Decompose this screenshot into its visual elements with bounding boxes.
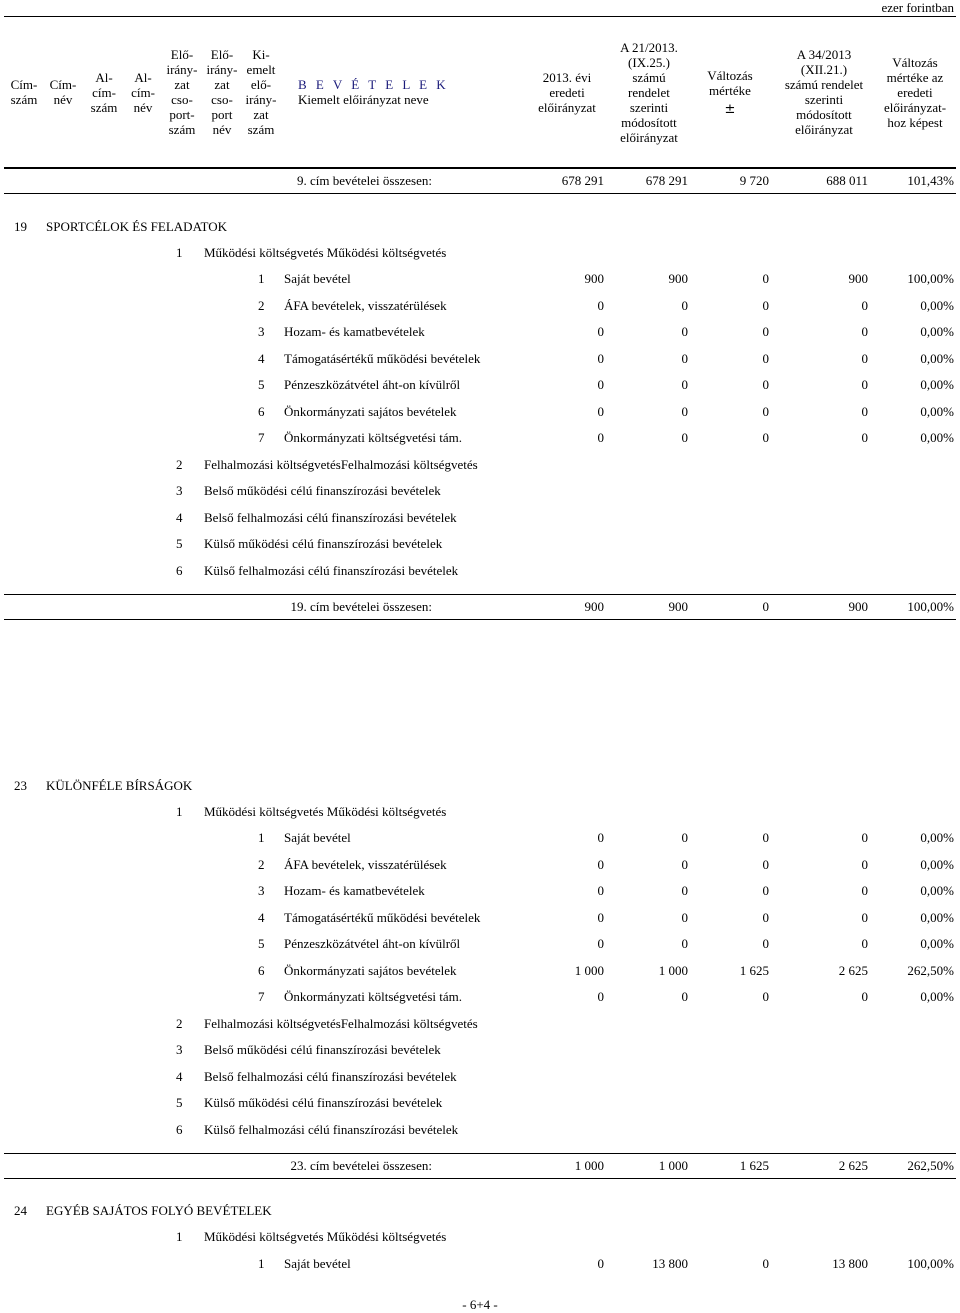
value-szazalek: 100,00%	[907, 1256, 954, 1271]
value-eredeti: 0	[597, 377, 604, 392]
item-name: Hozam- és kamatbevételek	[284, 324, 425, 339]
table-row	[0, 243, 960, 263]
unit-label: ezer forintban	[881, 0, 954, 15]
value-modositott-2: 900	[848, 271, 868, 286]
item-code: 2	[258, 298, 265, 313]
header-bevetelek	[298, 17, 508, 167]
group-name: Működési költségvetés Működési költségvetés	[204, 804, 447, 819]
cim-code: 19	[14, 219, 27, 234]
value-modositott-1: 13 800	[652, 1256, 688, 1271]
group-code: 5	[176, 536, 183, 551]
value-eredeti: 900	[584, 599, 604, 614]
value-modositott-1: 0	[681, 404, 688, 419]
item-name: Támogatásértékű működési bevételek	[284, 351, 481, 366]
item-code: 5	[258, 936, 265, 951]
value-eredeti: 0	[597, 298, 604, 313]
item-code: 1	[258, 271, 265, 286]
value-szazalek: 0,00%	[920, 351, 954, 366]
value-valtozas: 0	[762, 271, 769, 286]
section-title-row	[0, 1201, 960, 1221]
table-row	[0, 508, 960, 528]
group-code: 2	[176, 1016, 183, 1031]
value-valtozas: 0	[762, 377, 769, 392]
header-bevetelek-title: B E V É T E L E K	[298, 77, 449, 92]
value-valtozas: 0	[762, 830, 769, 845]
value-szazalek: 0,00%	[920, 883, 954, 898]
value-modositott-2: 0	[861, 989, 868, 1004]
group-code: 6	[176, 1122, 183, 1137]
value-eredeti: 0	[597, 351, 604, 366]
summary-top-rule	[4, 1153, 956, 1154]
value-szazalek: 262,50%	[907, 963, 954, 978]
cim-name: SPORTCÉLOK ÉS FELADATOK	[46, 219, 227, 234]
item-name: Önkormányzati költségvetési tám.	[284, 989, 462, 1004]
value-eredeti: 1 000	[574, 963, 604, 978]
item-name: Saját bevétel	[284, 271, 351, 286]
item-name: Saját bevétel	[284, 1256, 351, 1271]
header-kiemelt-eloiranyzat-neve: Kiemelt előirányzat neve	[298, 92, 429, 107]
group-code: 5	[176, 1095, 183, 1110]
value-modositott-1: 0	[681, 989, 688, 1004]
value-eredeti: 0	[597, 324, 604, 339]
value-valtozas: 0	[762, 351, 769, 366]
value-modositott-1: 0	[681, 298, 688, 313]
group-name: Belső felhalmozási célú finanszírozási bevételek	[204, 1069, 457, 1084]
value-modositott-2: 0	[861, 883, 868, 898]
item-name: ÁFA bevételek, visszatérülések	[284, 857, 447, 872]
item-name: ÁFA bevételek, visszatérülések	[284, 298, 447, 313]
table-row	[0, 908, 960, 928]
item-name: Önkormányzati sajátos bevételek	[284, 963, 457, 978]
value-eredeti: 1 000	[574, 1158, 604, 1173]
group-code: 1	[176, 245, 183, 260]
table-row	[0, 402, 960, 422]
value-valtozas: 0	[762, 883, 769, 898]
value-valtozas: 1 625	[739, 1158, 769, 1173]
item-code: 4	[258, 910, 265, 925]
value-modositott-2: 0	[861, 351, 868, 366]
item-name: Önkormányzati költségvetési tám.	[284, 430, 462, 445]
cim-code: 23	[14, 778, 27, 793]
value-modositott-1: 900	[668, 271, 688, 286]
group-code: 3	[176, 1042, 183, 1057]
table-row	[0, 269, 960, 289]
value-modositott-1: 1 000	[658, 963, 688, 978]
value-eredeti: 900	[584, 271, 604, 286]
cim-name: EGYÉB SAJÁTOS FOLYÓ BEVÉTELEK	[46, 1203, 272, 1218]
value-szazalek: 0,00%	[920, 377, 954, 392]
value-szazalek: 101,43%	[907, 173, 954, 188]
summary-bottom-rule	[4, 1178, 956, 1179]
table-row	[0, 961, 960, 981]
group-name: Működési költségvetés Működési költségvetés	[204, 1229, 447, 1244]
table-row	[0, 428, 960, 448]
group-name: Felhalmozási költségvetésFelhalmozási költségvetés	[204, 1016, 478, 1031]
value-modositott-2: 0	[861, 430, 868, 445]
summary-top-rule	[4, 594, 956, 595]
value-szazalek: 262,50%	[907, 1158, 954, 1173]
item-name: Önkormányzati sajátos bevételek	[284, 404, 457, 419]
value-eredeti: 0	[597, 1256, 604, 1271]
value-modositott-2: 0	[861, 404, 868, 419]
value-modositott-1: 1 000	[658, 1158, 688, 1173]
value-valtozas: 0	[762, 910, 769, 925]
header-plus-minus: ±	[724, 101, 736, 117]
item-code: 1	[258, 830, 265, 845]
table-row	[0, 1120, 960, 1140]
summary-row	[0, 1156, 960, 1176]
value-eredeti: 0	[597, 404, 604, 419]
value-szazalek: 100,00%	[907, 271, 954, 286]
group-code: 2	[176, 457, 183, 472]
section-title-row	[0, 217, 960, 237]
value-eredeti: 0	[597, 857, 604, 872]
table-row	[0, 855, 960, 875]
value-szazalek: 0,00%	[920, 298, 954, 313]
table-row	[0, 1093, 960, 1113]
table-row	[0, 987, 960, 1007]
value-modositott-2: 0	[861, 830, 868, 845]
group-code: 4	[176, 1069, 183, 1084]
value-modositott-1: 0	[681, 936, 688, 951]
value-modositott-1: 0	[681, 830, 688, 845]
summary-row	[0, 171, 960, 191]
value-eredeti: 678 291	[561, 173, 604, 188]
value-szazalek: 0,00%	[920, 936, 954, 951]
value-szazalek: 0,00%	[920, 324, 954, 339]
table-row	[0, 375, 960, 395]
table-row	[0, 828, 960, 848]
item-code: 3	[258, 883, 265, 898]
summary-label: 19. cím bevételei összesen:	[290, 599, 432, 614]
item-name: Saját bevétel	[284, 830, 351, 845]
value-szazalek: 100,00%	[907, 599, 954, 614]
header-valtozas-mertek: Változás mértéke ±	[707, 67, 753, 117]
item-name: Pénzeszközátvétel áht-on kívülről	[284, 936, 461, 951]
value-modositott-2: 0	[861, 298, 868, 313]
item-code: 6	[258, 404, 265, 419]
value-modositott-1: 678 291	[645, 173, 688, 188]
item-code: 7	[258, 430, 265, 445]
table-row	[0, 481, 960, 501]
value-valtozas: 0	[762, 404, 769, 419]
summary-top-rule	[4, 168, 956, 169]
table-row	[0, 1067, 960, 1087]
cim-code: 24	[14, 1203, 27, 1218]
header-kiemelt-eloiranyzat-szam: Ki- emelt elő- irány- zat szám	[245, 47, 277, 137]
header-eredeti-eloiranyzat: 2013. évi eredeti előirányzat	[538, 69, 596, 115]
item-code: 4	[258, 351, 265, 366]
cim-name: KÜLÖNFÉLE BÍRSÁGOK	[46, 778, 193, 793]
table-row	[0, 934, 960, 954]
summary-bottom-rule	[4, 193, 956, 194]
header-valtozas-szazalek: Változás mértéke az eredeti előirányzat- hoz képest	[883, 54, 947, 130]
table-row	[0, 561, 960, 581]
value-eredeti: 0	[597, 989, 604, 1004]
value-valtozas: 0	[762, 857, 769, 872]
item-name: Pénzeszközátvétel áht-on kívülről	[284, 377, 461, 392]
value-eredeti: 0	[597, 430, 604, 445]
value-szazalek: 0,00%	[920, 910, 954, 925]
value-valtozas: 0	[762, 298, 769, 313]
table-row	[0, 881, 960, 901]
value-modositott-2: 2 625	[838, 963, 868, 978]
group-name: Belső működési célú finanszírozási bevételek	[204, 1042, 441, 1057]
header-cimnev: Cím- név	[49, 77, 77, 107]
table-row	[0, 534, 960, 554]
table-row	[0, 1254, 960, 1274]
value-modositott-2: 2 625	[838, 1158, 868, 1173]
value-szazalek: 0,00%	[920, 404, 954, 419]
item-code: 2	[258, 857, 265, 872]
value-valtozas: 0	[762, 936, 769, 951]
table-row	[0, 296, 960, 316]
group-code: 1	[176, 1229, 183, 1244]
table-header	[4, 16, 956, 168]
value-valtozas: 0	[762, 989, 769, 1004]
value-modositott-2: 0	[861, 936, 868, 951]
value-modositott-1: 0	[681, 910, 688, 925]
group-code: 1	[176, 804, 183, 819]
group-name: Külső felhalmozási célú finanszírozási bevételek	[204, 1122, 459, 1137]
value-szazalek: 0,00%	[920, 989, 954, 1004]
value-valtozas: 1 625	[739, 963, 769, 978]
table-row	[0, 455, 960, 475]
value-szazalek: 0,00%	[920, 830, 954, 845]
item-name: Támogatásértékű működési bevételek	[284, 910, 481, 925]
item-code: 5	[258, 377, 265, 392]
value-eredeti: 0	[597, 883, 604, 898]
table-row	[0, 322, 960, 342]
value-valtozas: 0	[762, 1256, 769, 1271]
value-valtozas: 0	[762, 430, 769, 445]
value-valtozas: 0	[762, 599, 769, 614]
value-modositott-1: 0	[681, 351, 688, 366]
value-eredeti: 0	[597, 830, 604, 845]
group-name: Belső működési célú finanszírozási bevételek	[204, 483, 441, 498]
summary-label: 9. cím bevételei összesen:	[296, 173, 432, 188]
item-code: 7	[258, 989, 265, 1004]
value-modositott-2: 13 800	[832, 1256, 868, 1271]
item-code: 3	[258, 324, 265, 339]
value-modositott-2: 0	[861, 377, 868, 392]
group-name: Felhalmozási költségvetésFelhalmozási költségvetés	[204, 457, 478, 472]
table-row	[0, 349, 960, 369]
header-modositott-eloiranyzat-2: A 34/2013 (XII.21.) számú rendelet szerinti módosított előirányzat	[784, 47, 864, 137]
value-eredeti: 0	[597, 936, 604, 951]
value-valtozas: 0	[762, 324, 769, 339]
value-modositott-2: 0	[861, 857, 868, 872]
section-title-row	[0, 776, 960, 796]
summary-label: 23. cím bevételei összesen:	[290, 1158, 432, 1173]
item-name: Hozam- és kamatbevételek	[284, 883, 425, 898]
header-modositott-eloiranyzat-1: A 21/2013. (IX.25.) számú rendelet szerinti módosított előirányzat	[620, 39, 678, 145]
item-code: 1	[258, 1256, 265, 1271]
group-name: Külső felhalmozási célú finanszírozási bevételek	[204, 563, 459, 578]
header-cimszam: Cím- szám	[10, 77, 38, 107]
value-modositott-2: 688 011	[826, 173, 868, 188]
table-row	[0, 1227, 960, 1247]
group-name: Működési költségvetés Működési költségvetés	[204, 245, 447, 260]
table-row	[0, 1014, 960, 1034]
value-szazalek: 0,00%	[920, 857, 954, 872]
group-code: 4	[176, 510, 183, 525]
value-valtozas: 9 720	[739, 173, 769, 188]
value-modositott-1: 0	[681, 377, 688, 392]
value-modositott-2: 0	[861, 324, 868, 339]
table-row	[0, 1040, 960, 1060]
value-eredeti: 0	[597, 910, 604, 925]
item-code: 6	[258, 963, 265, 978]
header-eloiranyzat-csoportszam: Elő- irány- zat cso- port- szám	[166, 47, 198, 137]
group-name: Belső felhalmozási célú finanszírozási bevételek	[204, 510, 457, 525]
summary-bottom-rule	[4, 619, 956, 620]
page-number: - 6+4 -	[462, 1297, 498, 1312]
group-name: Külső működési célú finanszírozási bevételek	[204, 536, 443, 551]
value-modositott-1: 0	[681, 430, 688, 445]
table-row	[0, 802, 960, 822]
group-name: Külső működési célú finanszírozási bevételek	[204, 1095, 443, 1110]
group-code: 6	[176, 563, 183, 578]
value-modositott-1: 900	[668, 599, 688, 614]
value-modositott-1: 0	[681, 324, 688, 339]
value-szazalek: 0,00%	[920, 430, 954, 445]
value-modositott-2: 0	[861, 910, 868, 925]
group-code: 3	[176, 483, 183, 498]
value-modositott-1: 0	[681, 883, 688, 898]
header-alcimszam: Al- cím- szám	[90, 69, 118, 115]
header-eloiranyzat-csoportnev: Elő- irány- zat cso- port név	[206, 47, 238, 137]
value-modositott-1: 0	[681, 857, 688, 872]
value-modositott-2: 900	[848, 599, 868, 614]
summary-row	[0, 597, 960, 617]
header-alcimnev: Al- cím- név	[131, 69, 155, 115]
